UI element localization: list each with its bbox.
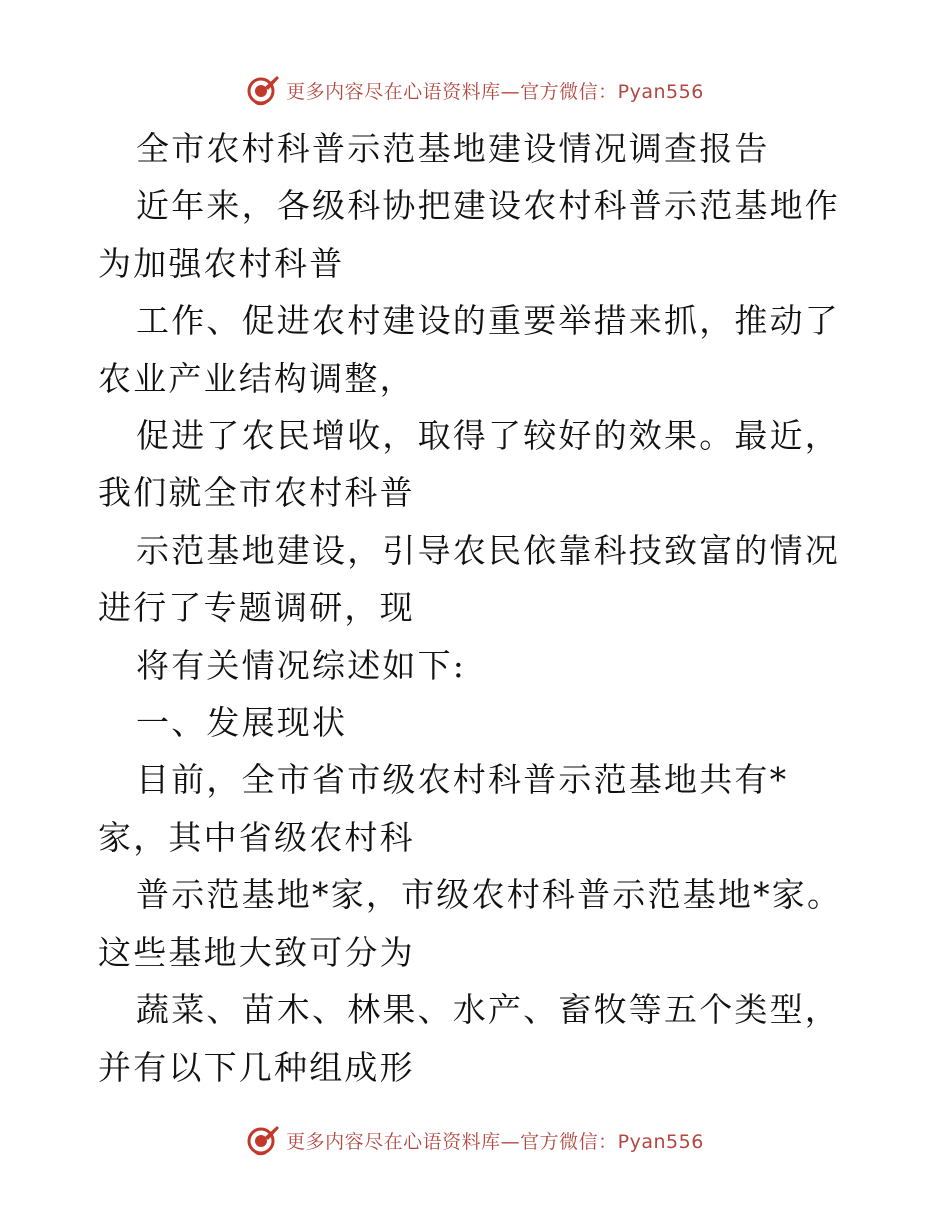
paragraph: 示范基地建设，引导农民依靠科技致富的情况进行了专题调研，现: [98, 530, 840, 628]
paragraph: 将有关情况综述如下:: [136, 645, 467, 685]
paragraph: 普示范基地*家，市级农村科普示范基地*家。这些基地大致可分为: [98, 875, 843, 972]
paragraph: 促进了农民增收，取得了较好的效果。最近，我们就全市农村科普: [98, 416, 840, 513]
footer-banner: [0, 1118, 950, 1162]
document-title: 全市农村科普示范基地建设情况调查报告: [136, 129, 770, 168]
paragraph: 工作、促进农村建设的重要举措来抓，推动了农业产业结构调整，: [98, 301, 840, 398]
document-body: [98, 120, 858, 1096]
paragraph: 目前，全市省市级农村科普示范基地共有*家，其中省级农村科: [98, 760, 789, 857]
pen-logo-icon: [246, 73, 280, 107]
section-heading: 一、发展现状: [136, 703, 348, 743]
footer-banner-text: 更多内容尽在心语资料库—官方微信：Pyan556: [286, 1130, 704, 1153]
paragraph: 近年来，各级科协把建设农村科普示范基地作为加强农村科普: [98, 186, 840, 283]
paragraph: 蔬菜、苗木、林果、水产、畜牧等五个类型，并有以下几种组成形: [98, 990, 840, 1087]
pen-logo-icon: [246, 1123, 280, 1157]
header-banner-text: 更多内容尽在心语资料库—官方微信：Pyan556: [286, 80, 704, 103]
header-banner: [0, 68, 950, 112]
